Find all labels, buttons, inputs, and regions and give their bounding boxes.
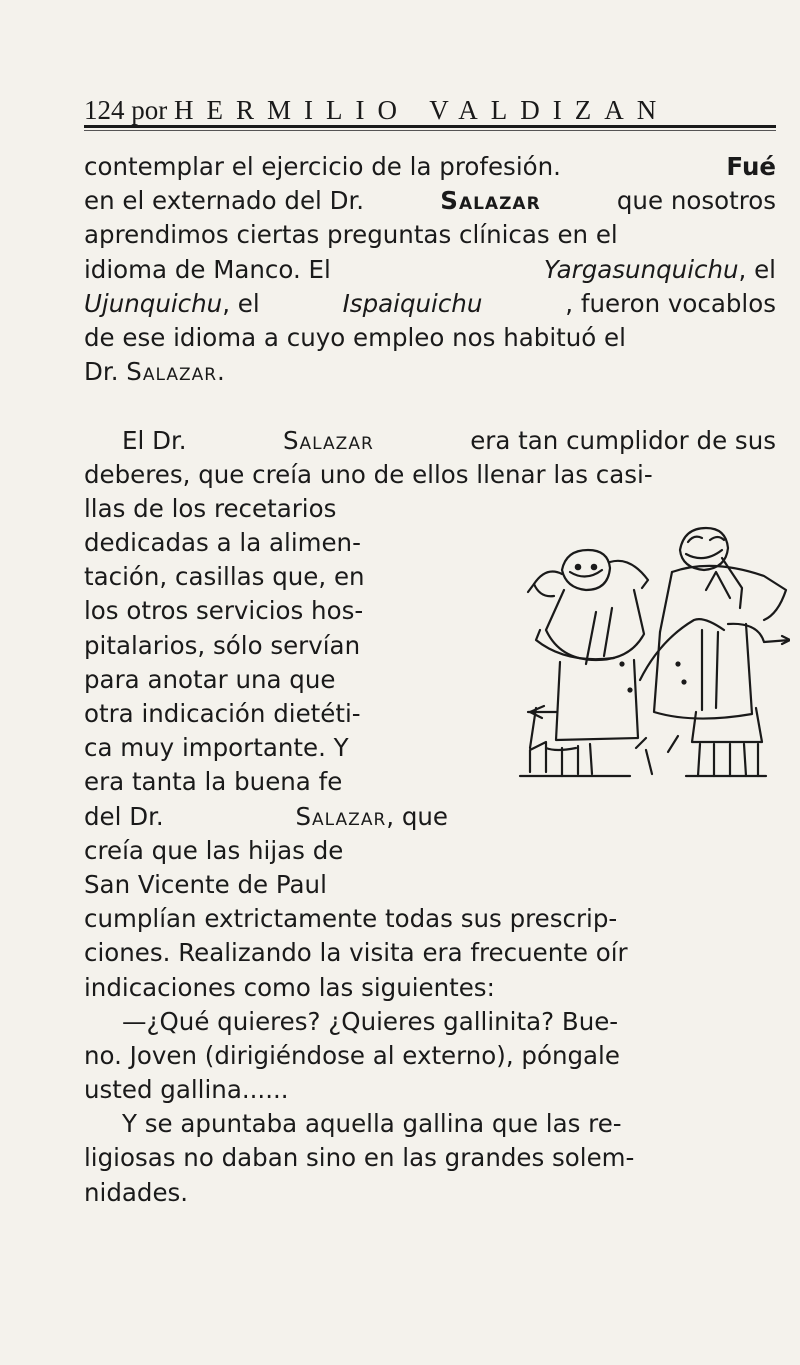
text-line: indicaciones como las siguientes: <box>84 972 495 1002</box>
text-line: deberes, que creía uno de ellos llenar las casi- <box>84 459 653 489</box>
running-header <box>84 94 774 126</box>
header-prefix: por <box>131 95 168 125</box>
text-line: los otros servicios hos- <box>84 596 364 626</box>
text-line: contemplar el ejercicio de la profesión. Fué <box>84 152 776 181</box>
text-line: cumplían extrictamente todas sus prescrip- <box>84 904 618 934</box>
header-rule-thin <box>84 130 776 131</box>
text-line: otra indicación dietéti- <box>84 699 361 728</box>
text-line: de ese idioma a cuyo empleo nos habituó el <box>84 322 626 352</box>
header-author: HERMILIO VALDIZAN <box>174 95 670 125</box>
text-line: no. Joven (dirigiéndose al externo), póngale <box>84 1040 620 1070</box>
page-number: 124 <box>84 95 125 125</box>
header-rule <box>84 125 776 128</box>
text-line: Ujunquichu, el Ispaiquichu , fueron vocablos <box>84 288 776 318</box>
text-line: tación, casillas que, en <box>84 562 365 592</box>
text-line: aprendimos ciertas preguntas clínicas en el <box>84 220 618 250</box>
text-line: llas de los recetarios <box>84 493 337 523</box>
text-line: pitalarios, sólo servían <box>84 630 361 660</box>
text-line: Dr. Salazar. <box>84 357 225 387</box>
text-line: San Vicente de Paul <box>84 869 327 899</box>
text-line: El Dr. Salazar era tan cumplidor de sus <box>122 425 776 455</box>
text-line: era tanta la buena fe <box>84 767 343 797</box>
nuns-illustration <box>500 512 790 782</box>
text-line: creía que las hijas de <box>84 835 344 865</box>
text-line: ligiosas no daban sino en las grandes solem- <box>84 1143 635 1173</box>
text-line: dedicadas a la alimen- <box>84 528 361 558</box>
text-line: —¿Qué quieres? ¿Quieres gallinita? Bue- <box>122 1006 619 1036</box>
text-line: en el externado del Dr. Salazar que nosotros <box>84 186 776 216</box>
text-line: idioma de Manco. El Yargasunquichu, el <box>84 254 776 284</box>
text-line: ca muy importante. Y <box>84 733 349 763</box>
text-line: para anotar una que <box>84 664 336 694</box>
text-line: ciones. Realizando la visita era frecuente oír <box>84 938 628 968</box>
text-line: nidades. <box>84 1177 189 1207</box>
text-line: del Dr. Salazar, que <box>84 801 448 831</box>
text-line: usted gallina...... <box>84 1075 289 1105</box>
text-line: Y se apuntaba aquella gallina que las re- <box>122 1109 622 1139</box>
